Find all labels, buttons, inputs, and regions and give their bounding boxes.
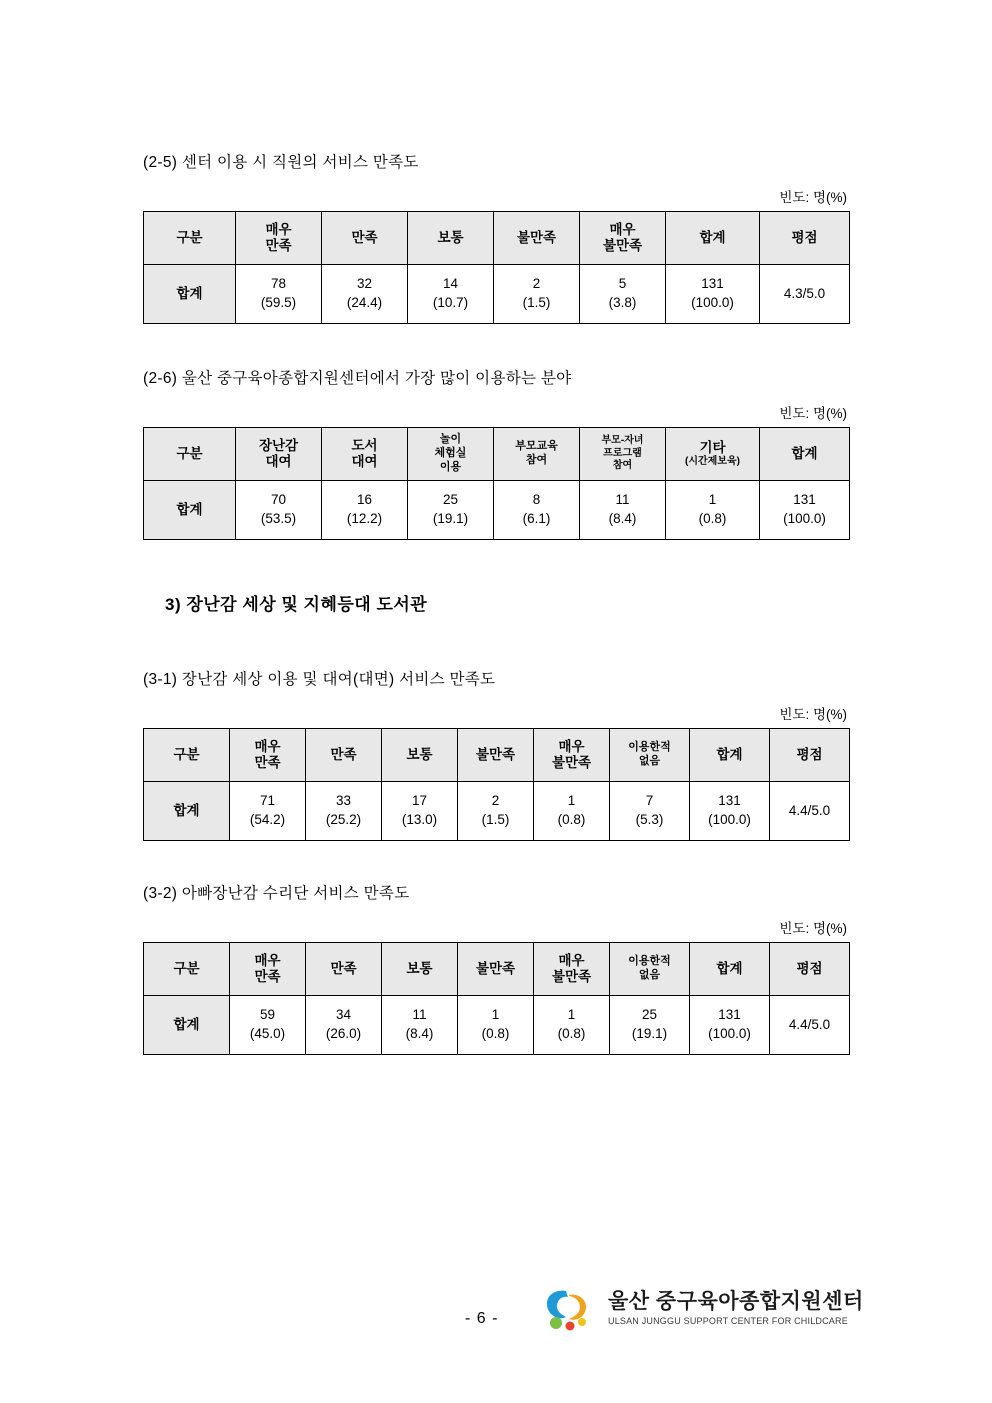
table-row [144, 996, 850, 1055]
section-2-6 [143, 366, 849, 540]
page-number: - 6 - [465, 1310, 499, 1327]
cell-very-dissatisfied [534, 782, 610, 841]
cell-count: 78 [270, 276, 287, 292]
cell-satisfied [322, 265, 408, 324]
cell-percent: (3.8) [608, 295, 637, 310]
col-header-never-used [610, 729, 690, 782]
col-header-neutral: 보통 [382, 729, 458, 782]
col-header-total: 합계 [690, 943, 770, 996]
cell-count: 16 [356, 492, 373, 508]
cell-percent: (100.0) [708, 1026, 751, 1041]
row-header-total: 합계 [144, 481, 236, 540]
cell-dissatisfied [494, 265, 580, 324]
cell-count: 1 [567, 793, 576, 809]
table-header-row [144, 729, 850, 782]
cell-count: 25 [442, 492, 459, 508]
spacer [143, 841, 849, 881]
cell-satisfied [306, 996, 382, 1055]
header-line-1: 매우 [558, 738, 585, 754]
cell-percent: (0.8) [557, 1026, 586, 1041]
col-header-very-satisfied [230, 729, 306, 782]
header-line-2: 대여 [265, 454, 292, 469]
table-header-row [144, 428, 850, 481]
col-header-total: 합계 [690, 729, 770, 782]
spacer [143, 540, 849, 590]
cell-percent: (1.5) [522, 295, 551, 310]
cell-parent-child-program [580, 481, 666, 540]
header-line-1: 매우 [558, 952, 585, 968]
col-header-parent-education [494, 428, 580, 481]
section-title-3-2: (3-2) 아빠장난감 수리단 서비스 만족도 [143, 885, 410, 902]
cell-percent: (45.0) [249, 1026, 286, 1041]
cell-neutral [408, 265, 494, 324]
spacer [143, 615, 849, 667]
header-line-2: 불만족 [602, 238, 643, 253]
cell-percent: (100.0) [783, 511, 826, 526]
cell-count: 131 [718, 793, 741, 809]
section-title-3-1: (3-1) 장난감 세상 이용 및 대여(대면) 서비스 만족도 [143, 671, 496, 688]
col-header-neutral: 보통 [382, 943, 458, 996]
cell-total [666, 265, 760, 324]
col-header-dissatisfied: 불만족 [494, 212, 580, 265]
cell-percent: (1.5) [481, 812, 510, 827]
col-header-category: 구분 [144, 428, 236, 481]
col-header-score: 평점 [770, 729, 850, 782]
cell-very-satisfied [236, 265, 322, 324]
header-line-2: (시간제보육) [685, 456, 740, 468]
cell-count: 11 [412, 1007, 427, 1023]
header-line-2: 만족 [265, 238, 292, 253]
cell-percent: (6.1) [522, 511, 551, 526]
col-header-very-satisfied [236, 212, 322, 265]
cell-count: 14 [442, 276, 459, 292]
section-3-2 [143, 881, 849, 1055]
cell-percent: (19.1) [631, 1026, 668, 1041]
header-line-1: 장난감 [258, 437, 299, 453]
col-header-satisfied: 만족 [322, 212, 408, 265]
cell-count: 70 [270, 492, 287, 508]
table-3-2 [143, 942, 850, 1055]
cell-satisfied [306, 782, 382, 841]
cell-count: 2 [491, 793, 500, 809]
cell-percent: (13.0) [401, 812, 438, 827]
cell-count: 131 [718, 1007, 741, 1023]
cell-percent: (0.8) [481, 1026, 510, 1041]
cell-percent: (100.0) [708, 812, 751, 827]
cell-score: 4.4/5.0 [770, 996, 850, 1055]
col-header-category: 구분 [144, 729, 230, 782]
cell-count: 25 [641, 1007, 658, 1023]
col-header-dissatisfied: 불만족 [458, 729, 534, 782]
footer-logo [536, 1285, 864, 1331]
cell-percent: (59.5) [260, 295, 297, 310]
freq-label-3-2: 빈도: 명(%) [779, 921, 847, 936]
cell-total [690, 996, 770, 1055]
col-header-never-used [610, 943, 690, 996]
col-header-satisfied: 만족 [306, 943, 382, 996]
header-line-2: 대여 [351, 454, 378, 469]
col-header-satisfied: 만족 [306, 729, 382, 782]
cell-count: 5 [618, 276, 627, 292]
cell-dissatisfied [458, 996, 534, 1055]
cell-percent: (8.4) [608, 511, 637, 526]
freq-label-2-5: 빈도: 명(%) [779, 190, 847, 205]
cell-percent: (5.3) [635, 812, 664, 827]
cell-count: 8 [532, 492, 541, 508]
section-3-1 [143, 667, 849, 841]
col-header-playroom [408, 428, 494, 481]
header-line-1: 이용한적 [628, 741, 671, 754]
cell-count: 11 [615, 492, 630, 508]
header-line-2: 만족 [254, 969, 281, 984]
cell-percent: (100.0) [691, 295, 734, 310]
logo-title: 울산 중구육아종합지원센터 [608, 1289, 864, 1313]
cell-count: 34 [335, 1007, 352, 1023]
cell-count: 1 [708, 492, 717, 508]
header-line-1: 매우 [254, 952, 281, 968]
table-header-row [144, 212, 850, 265]
col-header-toy-rental [236, 428, 322, 481]
header-line-1: 부모교육 [515, 440, 558, 453]
cell-very-dissatisfied [580, 265, 666, 324]
header-line-3: 이용 [439, 460, 462, 473]
col-header-very-dissatisfied [534, 943, 610, 996]
cell-very-satisfied [230, 996, 306, 1055]
col-header-other [666, 428, 760, 481]
row-header-total: 합계 [144, 782, 230, 841]
table-2-5 [143, 211, 850, 324]
cell-count: 33 [335, 793, 352, 809]
cell-very-satisfied [230, 782, 306, 841]
document-content [143, 150, 849, 1055]
cell-never-used [610, 782, 690, 841]
cell-percent: (53.5) [260, 511, 297, 526]
cell-count: 131 [793, 492, 816, 508]
header-line-2: 없음 [638, 969, 661, 981]
col-header-neutral: 보통 [408, 212, 494, 265]
col-header-very-satisfied [230, 943, 306, 996]
section-title-2-6: (2-6) 울산 중구육아종합지원센터에서 가장 많이 이용하는 분야 [143, 370, 572, 387]
table-2-6 [143, 427, 850, 540]
header-line-1: 매우 [265, 221, 292, 237]
header-line-2: 프로그램 [603, 447, 642, 459]
table-row [144, 481, 850, 540]
header-line-2: 불만족 [551, 969, 592, 984]
col-header-book-rental [322, 428, 408, 481]
cell-percent: (19.1) [432, 511, 469, 526]
center-logo-icon [536, 1285, 598, 1331]
cell-dissatisfied [458, 782, 534, 841]
cell-very-dissatisfied [534, 996, 610, 1055]
cell-other [666, 481, 760, 540]
section-title-2-5: (2-5) 센터 이용 시 직원의 서비스 만족도 [143, 154, 419, 171]
cell-count: 59 [259, 1007, 276, 1023]
header-line-1: 놀이 [439, 433, 462, 446]
header-line-3: 참여 [612, 460, 633, 472]
table-header-row [144, 943, 850, 996]
table-row [144, 782, 850, 841]
cell-percent: (0.8) [698, 511, 727, 526]
cell-parent-education [494, 481, 580, 540]
cell-percent: (8.4) [405, 1026, 434, 1041]
cell-count: 7 [645, 793, 654, 809]
header-line-1: 기타 [699, 439, 726, 455]
header-line-1: 매우 [254, 738, 281, 754]
cell-percent: (12.2) [346, 511, 383, 526]
col-header-score: 평점 [760, 212, 850, 265]
cell-neutral [382, 996, 458, 1055]
cell-count: 131 [701, 276, 724, 292]
cell-playroom [408, 481, 494, 540]
col-header-total: 합계 [760, 428, 850, 481]
cell-book-rental [322, 481, 408, 540]
col-header-dissatisfied: 불만족 [458, 943, 534, 996]
cell-total [760, 481, 850, 540]
table-row [144, 265, 850, 324]
header-line-2: 만족 [254, 755, 281, 770]
cell-count: 1 [491, 1007, 500, 1023]
col-header-category: 구분 [144, 943, 230, 996]
section-2-5 [143, 150, 849, 324]
page-heading: 3) 장난감 세상 및 지혜등대 도서관 [165, 595, 428, 614]
cell-toy-rental [236, 481, 322, 540]
cell-percent: (10.7) [432, 295, 469, 310]
freq-label-2-6: 빈도: 명(%) [779, 406, 847, 421]
row-header-total: 합계 [144, 996, 230, 1055]
spacer [143, 324, 849, 366]
col-header-parent-child-program [580, 428, 666, 481]
cell-count: 32 [356, 276, 373, 292]
col-header-very-dissatisfied [580, 212, 666, 265]
col-header-category: 구분 [144, 212, 236, 265]
cell-count: 2 [532, 276, 541, 292]
logo-text-block [608, 1290, 864, 1326]
header-line-1: 도서 [351, 437, 378, 453]
header-line-2: 체험실 [434, 447, 467, 460]
cell-percent: (0.8) [557, 812, 586, 827]
col-header-very-dissatisfied [534, 729, 610, 782]
cell-percent: (24.4) [346, 295, 383, 310]
header-line-2: 불만족 [551, 755, 592, 770]
header-line-1: 이용한적 [628, 955, 671, 968]
cell-count: 1 [567, 1007, 576, 1023]
table-3-1 [143, 728, 850, 841]
cell-score: 4.3/5.0 [760, 265, 850, 324]
cell-count: 17 [411, 793, 428, 809]
cell-never-used [610, 996, 690, 1055]
cell-count: 71 [259, 793, 276, 809]
col-header-total: 합계 [666, 212, 760, 265]
cell-percent: (25.2) [325, 812, 362, 827]
cell-total [690, 782, 770, 841]
header-line-1: 부모-자녀 [601, 435, 644, 447]
header-line-1: 매우 [609, 221, 636, 237]
col-header-score: 평점 [770, 943, 850, 996]
freq-label-3-1: 빈도: 명(%) [779, 707, 847, 722]
row-header-total: 합계 [144, 265, 236, 324]
cell-percent: (26.0) [325, 1026, 362, 1041]
cell-score: 4.4/5.0 [770, 782, 850, 841]
header-line-2: 참여 [525, 454, 548, 466]
logo-subtitle: ULSAN JUNGGU SUPPORT CENTER FOR CHILDCARE [608, 1316, 848, 1327]
cell-percent: (54.2) [249, 812, 286, 827]
header-line-2: 없음 [638, 755, 661, 767]
cell-neutral [382, 782, 458, 841]
